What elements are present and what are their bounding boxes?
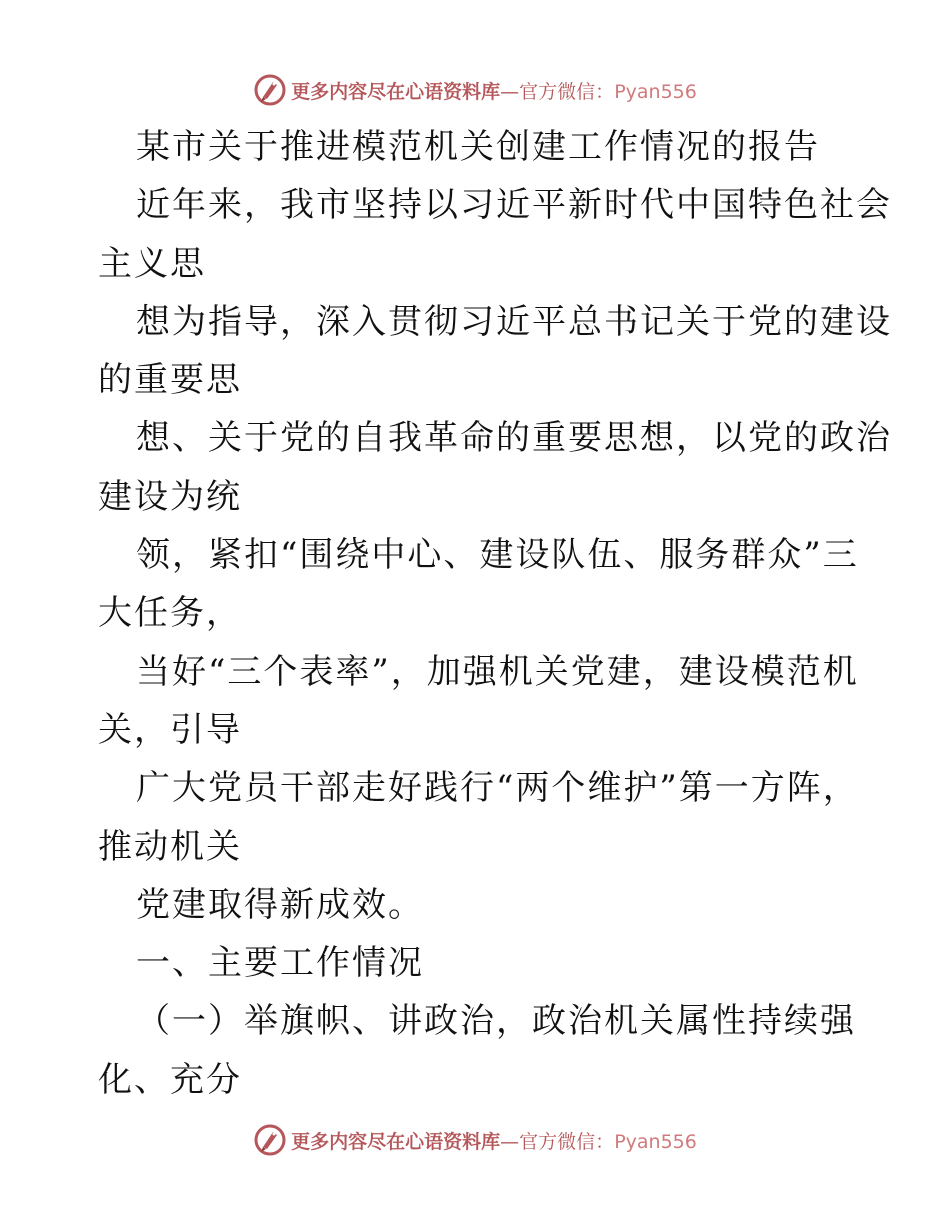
paragraph-line: 大任务， [98,593,242,634]
document-title: 某市关于推进模范机关创建工作情况的报告 [136,127,820,167]
paragraph-line: 想为指导，深入贯彻习近平总书记关于党的建设 [136,301,892,342]
watermark-suffix: —官方微信： [500,80,615,103]
paragraph-line: 广大党员干部走好践行“两个维护”第一方阵， [136,768,859,809]
pen-nib-circle-icon [253,73,287,107]
watermark-wechat-id: Pyan556 [614,1130,697,1153]
document-body [98,118,892,1109]
header-watermark [0,70,950,110]
paragraph-line: 领，紧扣“围绕中心、建设队伍、服务群众”三 [136,535,859,576]
paragraph-line: 想、关于党的自我革命的重要思想，以党的政治 [136,418,892,459]
paragraph-line: 推动机关 [98,826,242,867]
watermark-wechat-id: Pyan556 [614,80,697,103]
paragraph-line: 建设为统 [98,476,242,517]
paragraph-line: 关，引导 [98,709,242,750]
paragraph-line: 主义思 [98,243,206,284]
paragraph-line: 化、充分 [98,1059,242,1100]
watermark-text [291,77,697,104]
watermark-main: 更多内容尽在心语资料库 [291,80,501,103]
pen-nib-circle-icon [253,1123,287,1157]
paragraph-line: 党建取得新成效。 [136,884,424,925]
watermark-main: 更多内容尽在心语资料库 [291,1130,501,1153]
paragraph-line: 的重要思 [98,360,242,401]
subsection-heading: （一）举旗帜、讲政治，政治机关属性持续强 [136,1001,856,1042]
paragraph-line: 当好“三个表率”，加强机关党建，建设模范机 [136,651,859,692]
watermark-text [291,1127,697,1154]
section-heading: 一、主要工作情况 [136,943,424,984]
watermark-suffix: —官方微信： [500,1130,615,1153]
paragraph-line: 近年来，我市坚持以习近平新时代中国特色社会 [136,185,892,226]
footer-watermark [0,1120,950,1160]
